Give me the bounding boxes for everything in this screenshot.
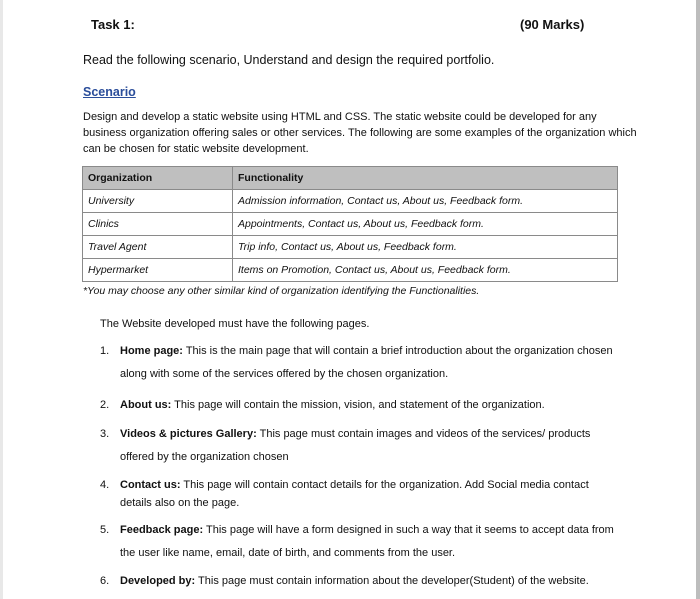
pages-intro: The Website developed must have the following pages.	[100, 318, 370, 330]
page-description: This is the main page that will contain a brief introduction about the organization chosen along with some of the services offered by the chosen organization.	[120, 345, 613, 380]
list-body	[120, 423, 615, 469]
list-body	[120, 340, 615, 386]
table-row	[83, 259, 618, 282]
list-body	[120, 476, 615, 512]
header-organization: Organization	[83, 167, 233, 190]
page-label: Developed by:	[120, 575, 196, 587]
list-number: 4.	[100, 479, 110, 491]
table-header-row	[83, 167, 618, 190]
intro-text: Read the following scenario, Understand and design the required portfolio.	[83, 53, 495, 67]
cell-functionality: Items on Promotion, Contact us, About us, Feedback form.	[233, 259, 618, 282]
page-label: Videos & pictures Gallery:	[120, 428, 257, 440]
list-item-developed-by	[100, 573, 615, 593]
list-number: 2.	[100, 399, 110, 411]
cell-organization: Clinics	[83, 213, 233, 236]
page-left-edge	[0, 0, 3, 599]
list-body	[120, 519, 615, 565]
page-description: This page must contain information about the developer(Student) of the website.	[195, 575, 589, 587]
list-number: 3.	[100, 428, 110, 440]
table-row	[83, 236, 618, 259]
page-description: This page will have a form designed in such a way that it seems to accept data from the user like name, email, date of birth, and comments from the user.	[120, 524, 614, 559]
table-row	[83, 190, 618, 213]
cell-organization: Hypermarket	[83, 259, 233, 282]
page-description: This page must contain images and videos of the services/ products offered by the organization chosen	[120, 428, 591, 463]
list-number: 6.	[100, 575, 110, 587]
page-description: This page will contain the mission, vision, and statement of the organization.	[171, 399, 545, 411]
scenario-text: Design and develop a static website using HTML and CSS. The static website could be developed for any business organization offering sales or other services. The following are some examples of the organization which can be chosen for static website development.	[83, 111, 637, 155]
list-number: 1.	[100, 345, 110, 357]
cell-organization: Travel Agent	[83, 236, 233, 259]
scenario-heading: Scenario	[83, 85, 136, 99]
list-body	[120, 573, 615, 589]
page-label: Feedback page:	[120, 524, 204, 536]
list-item-feedback-page	[100, 519, 615, 565]
task-marks: (90 Marks)	[520, 17, 585, 32]
scrollbar-track[interactable]	[696, 0, 700, 599]
list-item-about-us	[100, 397, 615, 417]
page-label: Contact us:	[120, 479, 181, 491]
page-label: About us:	[120, 399, 172, 411]
page-label: Home page:	[120, 345, 183, 357]
header-functionality: Functionality	[233, 167, 618, 190]
page-description: This page will contain contact details for the organization. Add Social media contact details also on the page.	[120, 479, 589, 509]
list-item-contact-us	[100, 476, 615, 512]
cell-functionality: Admission information, Contact us, About us, Feedback form.	[233, 190, 618, 213]
cell-functionality: Appointments, Contact us, About us, Feedback form.	[233, 213, 618, 236]
list-item-home-page	[100, 340, 615, 386]
task-title: Task 1:	[91, 17, 135, 32]
cell-organization: University	[83, 190, 233, 213]
table-row	[83, 213, 618, 236]
table-note: *You may choose any other similar kind of organization identifying the Functionalities.	[83, 285, 480, 297]
list-body	[120, 397, 615, 413]
list-number: 5.	[100, 524, 110, 536]
cell-functionality: Trip info, Contact us, About us, Feedback form.	[233, 236, 618, 259]
list-item-gallery	[100, 423, 615, 469]
organization-table	[82, 166, 618, 282]
